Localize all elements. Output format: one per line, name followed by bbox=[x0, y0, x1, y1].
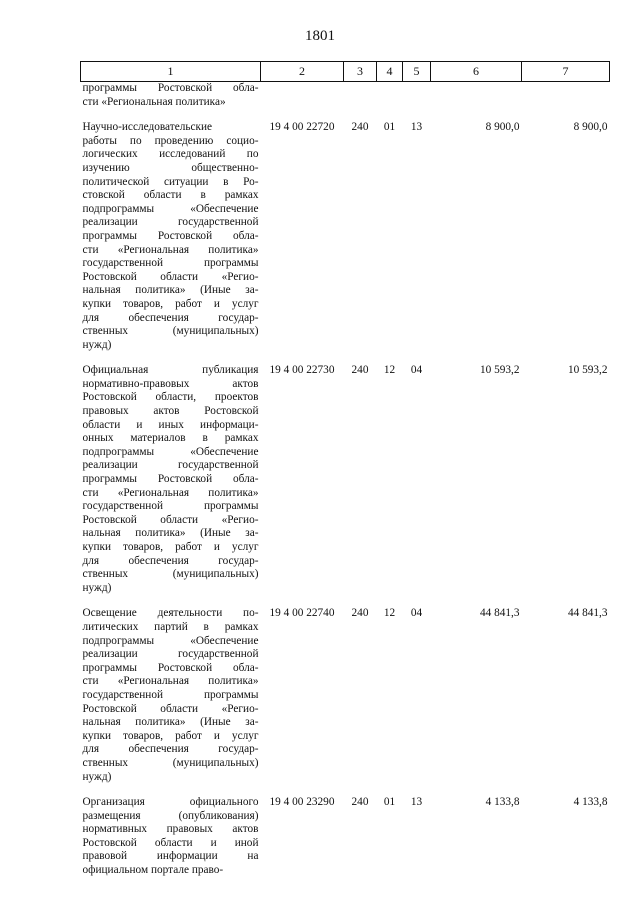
column-header: 7 bbox=[522, 62, 610, 82]
row-description bbox=[81, 796, 261, 890]
text-line: для обеспечения государ- bbox=[82, 554, 259, 567]
column-header: 2 bbox=[261, 62, 344, 82]
text-line: логических исследований по bbox=[82, 148, 259, 161]
page-number: 1801 bbox=[305, 28, 335, 44]
text-line: для обеспечения государ- bbox=[82, 311, 259, 324]
row-expense-type: 240 bbox=[351, 121, 369, 134]
text-line: Официальная публикация bbox=[82, 364, 259, 377]
row-amount-2: 10 593,2 bbox=[567, 364, 608, 377]
row-code: 19 4 00 23290 bbox=[269, 796, 335, 809]
table-row bbox=[81, 121, 610, 364]
budget-table bbox=[80, 61, 610, 890]
text-line: купки товаров, работ и услуг bbox=[82, 297, 259, 310]
table-body bbox=[81, 82, 610, 890]
text-line: правовой информации на bbox=[82, 850, 259, 863]
text-line: Освещение деятельности по- bbox=[82, 607, 259, 620]
text-line: области и иных информаци- bbox=[82, 418, 259, 431]
row-amount-1: 44 841,3 bbox=[479, 607, 520, 620]
text-line: ственных (муниципальных) bbox=[82, 325, 259, 338]
table-row bbox=[81, 796, 610, 890]
text-line: сти «Региональная политика» bbox=[82, 95, 226, 108]
row-code: 19 4 00 22740 bbox=[269, 607, 335, 620]
text-line: купки товаров, работ и услуг bbox=[82, 729, 259, 742]
text-line: государственной программы bbox=[82, 257, 259, 270]
continuation-text bbox=[81, 82, 261, 122]
text-line: программы Ростовской обла- bbox=[82, 661, 259, 674]
text-line: подпрограммы «Обеспечение bbox=[82, 202, 259, 215]
text-line: программы Ростовской обла- bbox=[82, 229, 259, 242]
text-line: для обеспечения государ- bbox=[82, 743, 259, 756]
row-section: 12 bbox=[383, 607, 396, 620]
row-description bbox=[81, 364, 261, 607]
row-amount-1: 4 133,8 bbox=[485, 796, 520, 809]
table-row bbox=[81, 607, 610, 796]
text-line: нормативных правовых актов bbox=[82, 823, 259, 836]
column-header: 5 bbox=[403, 62, 431, 82]
row-amount-2: 8 900,0 bbox=[573, 121, 608, 134]
column-header: 6 bbox=[431, 62, 522, 82]
text-line: стовской области в рамках bbox=[82, 189, 259, 202]
row-description bbox=[81, 607, 261, 796]
text-line: Ростовской области, проектов bbox=[82, 391, 259, 404]
text-line: программы Ростовской обла- bbox=[82, 473, 259, 486]
text-line: нужд) bbox=[82, 338, 112, 351]
text-line: подпрограммы «Обеспечение bbox=[82, 634, 259, 647]
text-line: официальном портале право- bbox=[82, 864, 224, 877]
table-row bbox=[81, 364, 610, 607]
text-line: Ростовской области «Регио- bbox=[82, 702, 259, 715]
row-amount-1: 8 900,0 bbox=[485, 121, 520, 134]
text-line: изучению общественно- bbox=[82, 161, 259, 174]
text-line: Научно-исследовательские bbox=[82, 121, 213, 134]
text-line: подпрограммы «Обеспечение bbox=[82, 445, 259, 458]
column-header: 3 bbox=[344, 62, 377, 82]
row-subsection: 13 bbox=[410, 796, 423, 809]
text-line: размещения (опубликования) bbox=[82, 809, 259, 822]
row-code: 19 4 00 22720 bbox=[269, 121, 335, 134]
row-subsection: 04 bbox=[410, 364, 423, 377]
text-line: нужд) bbox=[82, 770, 112, 783]
text-line: Ростовской области и иной bbox=[82, 836, 259, 849]
text-line: Ростовской области «Регио- bbox=[82, 270, 259, 283]
text-line: ственных (муниципальных) bbox=[82, 568, 259, 581]
continuation-row bbox=[81, 82, 610, 122]
text-line: сти «Региональная политика» bbox=[82, 243, 259, 256]
text-line: нальная политика» (Иные за- bbox=[82, 716, 259, 729]
text-line: реализации государственной bbox=[82, 459, 259, 472]
text-line: государственной программы bbox=[82, 500, 259, 513]
text-line: сти «Региональная политика» bbox=[82, 675, 259, 688]
text-line: нальная политика» (Иные за- bbox=[82, 527, 259, 540]
text-line: Ростовской области «Регио- bbox=[82, 513, 259, 526]
column-header: 1 bbox=[81, 62, 261, 82]
row-amount-2: 44 841,3 bbox=[567, 607, 608, 620]
text-line: нужд) bbox=[82, 581, 112, 594]
row-section: 12 bbox=[383, 364, 396, 377]
text-line: ственных (муниципальных) bbox=[82, 756, 259, 769]
row-subsection: 04 bbox=[410, 607, 423, 620]
text-line: политической ситуации в Ро- bbox=[82, 175, 259, 188]
text-line: реализации государственной bbox=[82, 216, 259, 229]
row-expense-type: 240 bbox=[351, 364, 369, 377]
row-section: 01 bbox=[383, 796, 396, 809]
column-header: 4 bbox=[377, 62, 403, 82]
text-line: Организация официального bbox=[82, 796, 259, 809]
header-row bbox=[81, 62, 610, 82]
text-line: купки товаров, работ и услуг bbox=[82, 541, 259, 553]
text-line: государственной программы bbox=[82, 688, 259, 701]
row-amount-1: 10 593,2 bbox=[479, 364, 520, 377]
row-expense-type: 240 bbox=[351, 607, 369, 620]
row-description bbox=[81, 121, 261, 364]
text-line: нормативно-правовых актов bbox=[82, 377, 259, 390]
row-section: 01 bbox=[383, 121, 396, 134]
text-line: правовых актов Ростовской bbox=[82, 405, 259, 418]
text-line: нальная политика» (Иные за- bbox=[82, 284, 259, 297]
text-line: онных материалов в рамках bbox=[82, 432, 259, 445]
text-line: сти «Региональная политика» bbox=[82, 486, 259, 499]
text-line: программы Ростовской обла- bbox=[82, 82, 259, 94]
row-expense-type: 240 bbox=[351, 796, 369, 809]
row-amount-2: 4 133,8 bbox=[573, 796, 608, 809]
text-line: реализации государственной bbox=[82, 648, 259, 661]
text-line: литических партий в рамках bbox=[82, 620, 259, 633]
row-code: 19 4 00 22730 bbox=[269, 364, 335, 377]
text-line: работы по проведению социо- bbox=[82, 134, 259, 147]
row-subsection: 13 bbox=[410, 121, 423, 134]
